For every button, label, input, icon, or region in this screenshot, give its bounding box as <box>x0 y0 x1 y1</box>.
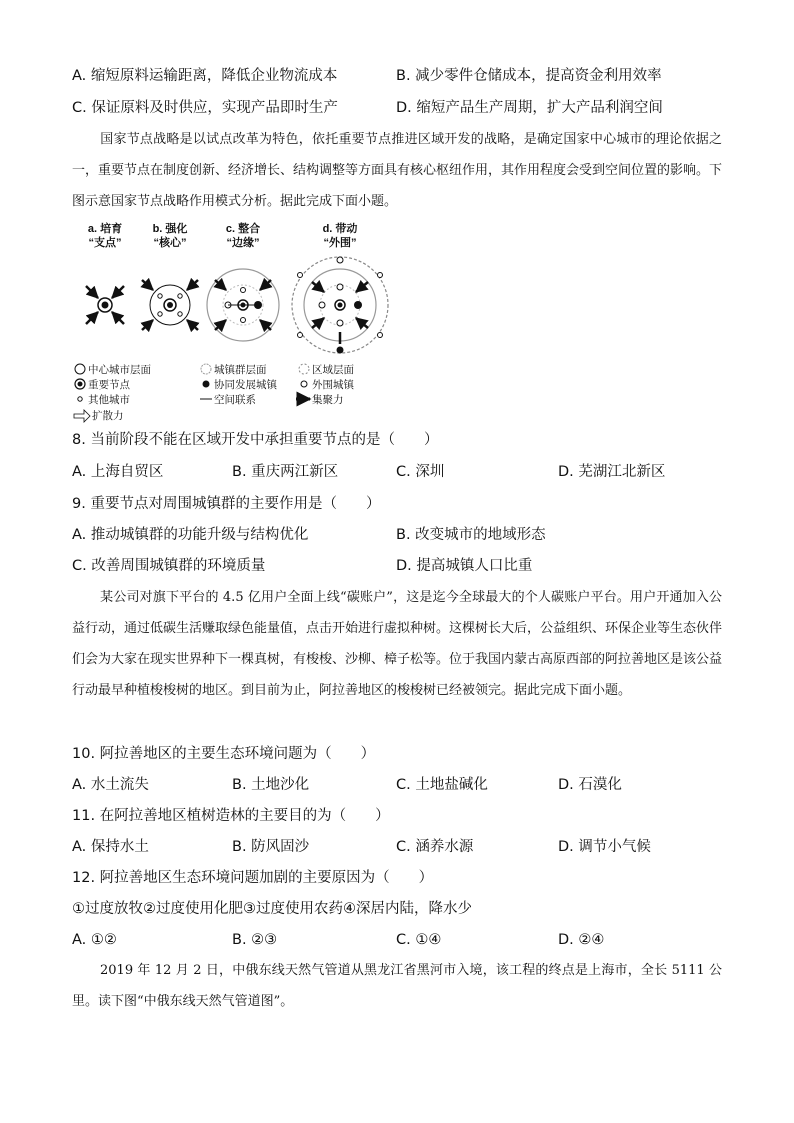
passage-node-strategy-text: 国家节点战略是以试点改革为特色，依托重要节点推进区域开发的战略，是确定国家中心城市的理论依据之一，重要节点在制度创新、经济增长、结构调整等方面具有核心枢纽作用，其作用程度会受到空间位置的影响。下图示意国家节点战略作用模式分析。据此完成下面小题。 <box>72 132 723 209</box>
passage-carbon-account-text: 某公司对旗下平台的 4.5 亿用户全面上线“碳账户”，这是迄今全球最大的个人碳账户平台。用户开通加入公益行动，通过低碳生活赚取绿色能量值，点击开始进行虚拟种树。这棵树长大后，公益组织、环保企业等生态伙伴们会为大家在现实世界种下一棵真树，有梭梭、沙柳、樟子松等。位于我国内蒙古高原西部的阿拉善地区是该公益行动最早种植梭梭树的地区。到目前为止，阿拉善地区的梭梭树已经被领完。据此完成下面小题。 <box>72 590 723 698</box>
question-12-option-d[interactable]: D. ②④ <box>558 932 605 948</box>
passage-gas-pipeline <box>72 955 722 1017</box>
legend-key-node-label: 重要节点 <box>88 379 130 391</box>
question-11-option-c[interactable]: C. 涵养水源 <box>396 839 474 855</box>
passage-node-strategy <box>72 124 722 217</box>
legend-synergy-town-label: 协同发展城镇 <box>214 379 277 391</box>
legend-region-label: 区域层面 <box>312 364 354 376</box>
question-12-statements: ①过度放牧②过度使用化肥③过度使用农药④深居内陆，降水少 <box>72 901 472 917</box>
question-11-stem: 11. 在阿拉善地区植树造林的主要目的为（ ） <box>72 808 390 824</box>
question-8-stem: 8. 当前阶段不能在区域开发中承担重要节点的是（ ） <box>72 432 439 448</box>
question-9-option-d[interactable]: D. 提高城镇人口比重 <box>396 558 533 574</box>
stage-d-subtitle: “外围” <box>323 237 357 249</box>
passage-carbon-account <box>72 582 722 706</box>
question-11-option-a[interactable]: A. 保持水土 <box>72 839 149 855</box>
question-9-option-b[interactable]: B. 改变城市的地域形态 <box>396 527 546 543</box>
stage-c-title: c. 整合 <box>225 223 261 235</box>
question-9-stem: 9. 重要节点对周围城镇群的主要作用是（ ） <box>72 496 381 512</box>
stage-a-figure <box>86 286 124 324</box>
question-12-option-a[interactable]: A. ①② <box>72 932 117 948</box>
question-9-option-a[interactable]: A. 推动城镇群的功能升级与结构优化 <box>72 527 309 543</box>
stage-a-subtitle: “支点” <box>88 237 122 249</box>
option-c-prev: C. 保证原料及时供应，实现产品即时生产 <box>72 100 338 116</box>
option-d-prev: D. 缩短产品生产周期，扩大产品利润空间 <box>396 100 663 116</box>
legend-other-city-label: 其他城市 <box>88 394 130 406</box>
legend-agglomeration-label: 集聚力 <box>312 394 344 406</box>
question-8-option-d[interactable]: D. 芜湖江北新区 <box>558 464 666 480</box>
stage-b-subtitle: “核心” <box>153 237 187 249</box>
stage-b-figure <box>142 280 198 330</box>
question-12-option-c[interactable]: C. ①④ <box>396 932 442 948</box>
stage-d-figure <box>292 257 388 354</box>
node-strategy-diagram <box>72 220 402 425</box>
question-9-option-c[interactable]: C. 改善周围城镇群的环境质量 <box>72 558 266 574</box>
legend-spatial-link-label: 空间联系 <box>214 394 256 406</box>
question-10-option-c[interactable]: C. 土地盐碱化 <box>396 777 488 793</box>
stage-a-title: a. 培育 <box>87 223 123 235</box>
question-12-stem: 12. 阿拉善地区生态环境问题加剧的主要原因为（ ） <box>72 870 434 886</box>
passage-gas-pipeline-text: 2019 年 12 月 2 日，中俄东线天然气管道从黑龙江省黑河市入境，该工程的终点是上海市，全长 5111 公里。读下图“中俄东线天然气管道图”。 <box>72 963 722 1009</box>
question-11-option-d[interactable]: D. 调节小气候 <box>558 839 651 855</box>
legend-diffusion-label: 扩散力 <box>92 410 124 422</box>
question-8-option-a[interactable]: A. 上海自贸区 <box>72 464 164 480</box>
diagram-legend <box>74 363 355 422</box>
legend-center-city-label: 中心城市层面 <box>88 364 151 376</box>
legend-town-group-label: 城镇群层面 <box>214 364 267 376</box>
question-8-option-b[interactable]: B. 重庆两江新区 <box>232 464 339 480</box>
question-8-option-c[interactable]: C. 深圳 <box>396 464 445 480</box>
option-b-prev: B. 减少零件仓储成本，提高资金利用效率 <box>396 68 662 84</box>
question-11-option-b[interactable]: B. 防风固沙 <box>232 839 310 855</box>
question-10-option-d[interactable]: D. 石漠化 <box>558 777 622 793</box>
stage-c-subtitle: “边缘” <box>226 237 260 249</box>
stage-d-title: d. 带动 <box>322 223 358 235</box>
question-12-option-b[interactable]: B. ②③ <box>232 932 278 948</box>
option-a-prev: A. 缩短原料运输距离，降低企业物流成本 <box>72 68 338 84</box>
stage-b-title: b. 强化 <box>152 223 188 235</box>
question-10-option-b[interactable]: B. 土地沙化 <box>232 777 310 793</box>
legend-outer-town-label: 外围城镇 <box>312 379 354 391</box>
question-10-stem: 10. 阿拉善地区的主要生态环境问题为（ ） <box>72 746 376 762</box>
question-10-option-a[interactable]: A. 水土流失 <box>72 777 149 793</box>
stage-c-figure <box>207 269 279 341</box>
